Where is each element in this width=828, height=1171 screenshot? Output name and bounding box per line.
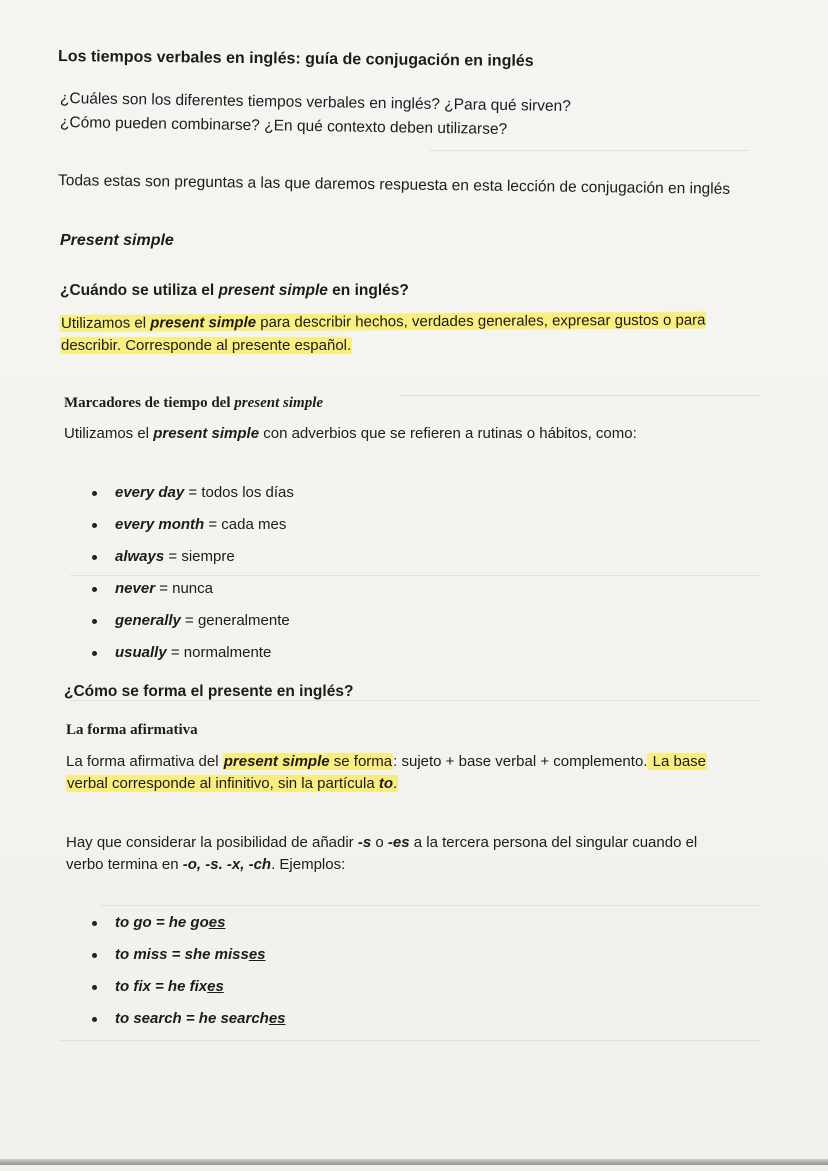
document-page: Los tiempos verbales en inglés: guía de conjugación en inglés ¿Cuáles son los diferentes tiempos verbales en inglés? ¿Para qué sirven? ¿Cómo pueden combinarse? ¿En qué contexto deben utilizarse? Todas estas son preguntas a las que daremos respuesta en esta lección de conjugación en inglés Present simple ¿Cuándo se utiliza el present simple en inglés? Utilizamos el present simple para describir hechos, verdades generales, expresar gustos o para describir. Corresponde al presente español. Marcadores de tiempo del present simple Utilizamos el present simple con adverbios que se refieren a rutinas o hábitos, como: every day = todos los días every month = cada mes always = siempre never = nunca generally = generalmente usually = normalmente ¿Cómo se forma el presente en inglés? La forma afirmativa La forma afirmativa del present simple se forma: sujeto + base verbal + complemento. La base verbal corresponde al infinitivo, sin la partícula to. Hay que considerar la posibilidad de añadir -s o -es a la tercera persona del singular cuando el verbo termina en -o, -s. -x, -ch. Ejemplos: to go = he goes to miss = she misses to fix = he fixes to search = he searches (0, 0, 828, 1171)
bullet-icon (92, 555, 97, 560)
endings-line-2: verbo termina en -o, -s. -x, -ch. Ejemplos: (66, 856, 346, 873)
bullet-icon (92, 587, 97, 592)
bullet-icon (92, 491, 97, 496)
markers-intro: Utilizamos el present simple con adverbios que se refieren a rutinas o hábitos, como: (64, 425, 637, 442)
intro-paragraph: Todas estas son preguntas a las que daremos respuesta en esta lección de conjugación en inglés (57, 172, 731, 198)
bleed-through-line (60, 1040, 760, 1041)
affirmative-line-1: La forma afirmativa del present simple se forma: sujeto + base verbal + complemento. La base (66, 753, 706, 770)
bleed-through-line (100, 905, 760, 906)
bullet-icon (92, 619, 97, 624)
bleed-through-line (430, 150, 750, 151)
bullet-icon (92, 651, 97, 656)
intro-line-2: ¿Cómo pueden combinarse? ¿En qué contexto deben utilizarse? (59, 114, 508, 139)
page-title: Los tiempos verbales en inglés: guía de conjugación en inglés (57, 48, 534, 70)
endings-line-1: Hay que considerar la posibilidad de añadir -s o -es a la tercera persona del singular cuando el (66, 834, 698, 851)
bullet-icon (92, 921, 97, 926)
when-used-line-2: describir. Corresponde al presente español. (61, 337, 352, 354)
bullet-icon (92, 1017, 97, 1022)
bleed-through-line (400, 395, 760, 396)
bullet-icon (92, 953, 97, 958)
affirmative-line-2: verbal corresponde al infinitivo, sin la partícula to. (67, 775, 398, 792)
bleed-through-line (70, 575, 760, 576)
subheading-affirmative: La forma afirmativa (66, 722, 198, 738)
subheading-how-formed: ¿Cómo se forma el presente en inglés? (64, 683, 354, 700)
when-used-line-1: Utilizamos el present simple para describir hechos, verdades generales, expresar gustos o para (60, 311, 706, 332)
bullet-icon (92, 523, 97, 528)
section-heading-present-simple: Present simple (60, 232, 174, 249)
page-bottom-edge (0, 1159, 828, 1165)
bullet-icon (92, 985, 97, 990)
subheading-when-used: ¿Cuándo se utiliza el present simple en inglés? (60, 282, 409, 299)
intro-line-1: ¿Cuáles son los diferentes tiempos verbales en inglés? ¿Para qué sirven? (59, 90, 572, 116)
subheading-time-markers: Marcadores de tiempo del present simple (64, 395, 324, 411)
